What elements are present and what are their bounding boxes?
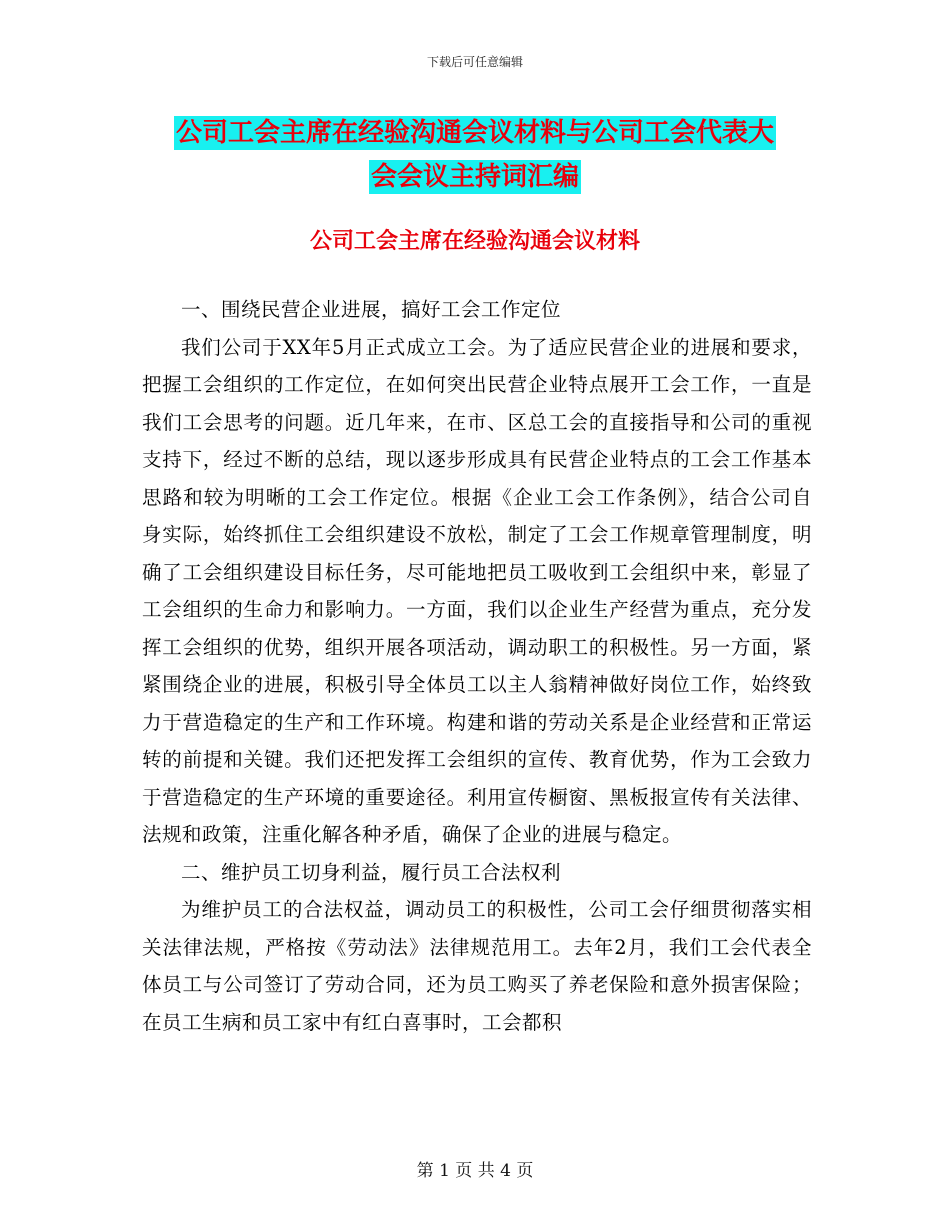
document-title-line-1-text: 公司工会主席在经验沟通会议材料与公司工会代表大 [175,118,774,148]
section-title: 公司工会主席在经验沟通会议材料 [309,229,640,254]
document-title-line-1 [0,112,950,149]
body-paragraph-1: 我们公司于XX年5月正式成立工会。为了适应民营企业的进展和要求，把握工会组织的工作定位，在如何突出民营企业特点展开工会工作，一直是我们工会思考的问题。近几年来，在市、区总工会的直接指导和公司的重视支持下，经过不断的总结，现以逐步形成具有民营企业特点的工会工作基本思路和较为明晰的工会工作定位。根据《企业工会工作条例》，结合公司自身实际，始终抓住工会组织建设不放松，制定了工会工作规章管理制度，明确了工会组织建设目标任务，尽可能地把员工吸收到工会组织中来，彰显了工会组织的生命力和影响力。一方面，我们以企业生产经营为重点，充分发挥工会组织的优势，组织开展各项活动，调动职工的积极性。另一方面，紧紧围绕企业的进展，积极引导全体员工以主人翁精神做好岗位工作，始终致力于营造稳定的生产和工作环境。构建和谐的劳动关系是企业经营和正常运转的前提和关键。我们还把发挥工会组织的宣传、教育优势，作为工会致力于营造稳定的生产环境的重要途径。利用宣传橱窗、黑板报宣传有关法律、法规和政策，注重化解各种矛盾，确保了企业的进展与稳定。 [142,335,812,846]
page-number-footer: 第 1 页 共 4 页 [416,1161,534,1181]
document-title-line-2-text: 会会议主持词汇编 [370,162,579,192]
heading-paragraph-1: 一、围绕民营企业进展，搞好工会工作定位 [181,298,562,321]
header-note: 下载后可任意编辑 [426,55,523,69]
body-paragraph-2: 为维护员工的合法权益，调动员工的积极性，公司工会仔细贯彻落实相关法律法规，严格按《劳动法》法律规范用工。去年2月，我们工会代表全体员工与公司签订了劳动合同，还为员工购买了养老保险和意外损害保险；在员工生病和员工家中有红白喜事时，工会都积 [142,898,812,1034]
heading-paragraph-2: 二、维护员工切身利益，履行员工合法权利 [181,860,562,884]
document-body [142,291,812,1041]
document-title-line-2 [0,156,950,193]
